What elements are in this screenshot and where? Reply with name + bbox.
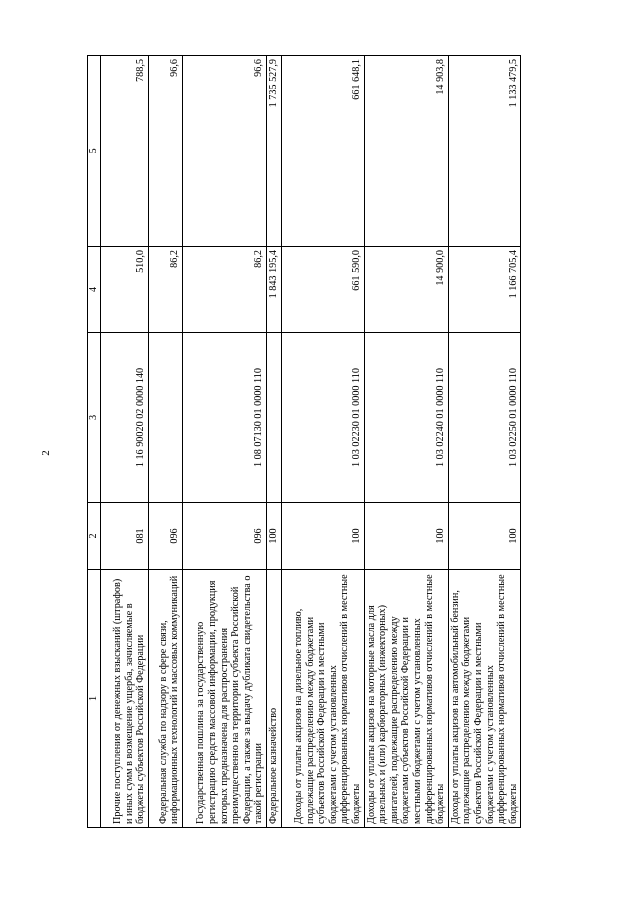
column-number-5: 5	[88, 56, 101, 247]
row-value-col5: 96,6	[183, 56, 267, 247]
row-budget-code: 1 08 07130 01 0000 110	[183, 333, 267, 503]
row-value-col4: 86,2	[149, 247, 183, 333]
row-admin-code: 100	[448, 503, 521, 570]
budget-table-container	[87, 56, 519, 828]
row-value-col5: 661 648,1	[281, 56, 364, 247]
row-budget-code	[267, 333, 282, 503]
row-name: Доходы от уплаты акцизов на автомобильный бензин, подлежащие распределению между бюджетами субъектов Российской Федерации и местными бюджетами с учетом установленных дифференцированных нормативов отчислений в местные бюджеты	[448, 570, 521, 828]
row-admin-code: 081	[101, 503, 149, 570]
table-row	[281, 56, 364, 828]
row-budget-code: 1 03 02250 01 0000 110	[448, 333, 521, 503]
row-name: Прочие поступления от денежных взысканий (штрафов) и иных сумм в возмещение ущерба, зачисляемые в бюджеты субъектов Российской Федерации	[101, 570, 149, 828]
row-admin-code: 096	[183, 503, 267, 570]
row-admin-code: 100	[267, 503, 282, 570]
row-name: Федеральное казначейство	[267, 570, 282, 828]
row-name: Государственная пошлина за государственную регистрацию средств массовой информации, продукция которых предназначена для распространения преимущественно на территории субъекта Российской Федерации, а также за выдачу дубликата свидетельства о такой регистрации	[183, 570, 267, 828]
row-value-col4: 1 843 195,4	[267, 247, 282, 333]
row-name: Доходы от уплаты акцизов на моторные масла для дизельных и (или) карбюраторных (инжекторных) двигателей, подлежащие распределению между бюджетами субъектов Российской Федерации и местными бюджетами с учетом установленных дифференцированных нормативов отчислений в местные бюджеты	[364, 570, 448, 828]
row-value-col4: 14 900,0	[364, 247, 448, 333]
budget-table-rotated	[87, 56, 519, 828]
row-value-col5: 1 133 479,5	[448, 56, 521, 247]
row-budget-code: 1 03 02230 01 0000 110	[281, 333, 364, 503]
row-value-col5: 14 903,8	[364, 56, 448, 247]
row-value-col5: 788,5	[101, 56, 149, 247]
row-budget-code: 1 03 02240 01 0000 110	[364, 333, 448, 503]
row-value-col4: 661 590,0	[281, 247, 364, 333]
column-number-3: 3	[88, 333, 101, 503]
column-number-1: 1	[88, 570, 101, 828]
page-number: 2	[40, 450, 52, 456]
row-budget-code: 1 16 90020 02 0000 140	[101, 333, 149, 503]
row-value-col5: 1 735 527,9	[267, 56, 282, 247]
table-row	[149, 56, 183, 828]
row-admin-code: 100	[364, 503, 448, 570]
row-value-col5: 96,6	[149, 56, 183, 247]
row-value-col4: 510,0	[101, 247, 149, 333]
table-row	[267, 56, 282, 828]
row-value-col4: 86,2	[183, 247, 267, 333]
column-number-4: 4	[88, 247, 101, 333]
row-name: Федеральная служба по надзору в сфере связи, информационных технологий и массовых коммуникаций	[149, 570, 183, 828]
row-name: Доходы от уплаты акцизов на дизельное топливо, подлежащие распределению между бюджетами субъектов Российской Федерации и местными бюджетами с учетом установленных дифференцированных нормативов отчислений в местные бюджеты	[281, 570, 364, 828]
table-row	[448, 56, 521, 828]
row-budget-code	[149, 333, 183, 503]
budget-table	[87, 55, 521, 828]
row-admin-code: 100	[281, 503, 364, 570]
row-value-col4: 1 166 705,4	[448, 247, 521, 333]
column-number-2: 2	[88, 503, 101, 570]
table-row	[364, 56, 448, 828]
row-admin-code: 096	[149, 503, 183, 570]
table-row	[101, 56, 149, 828]
table-row	[183, 56, 267, 828]
column-number-row	[88, 56, 101, 828]
